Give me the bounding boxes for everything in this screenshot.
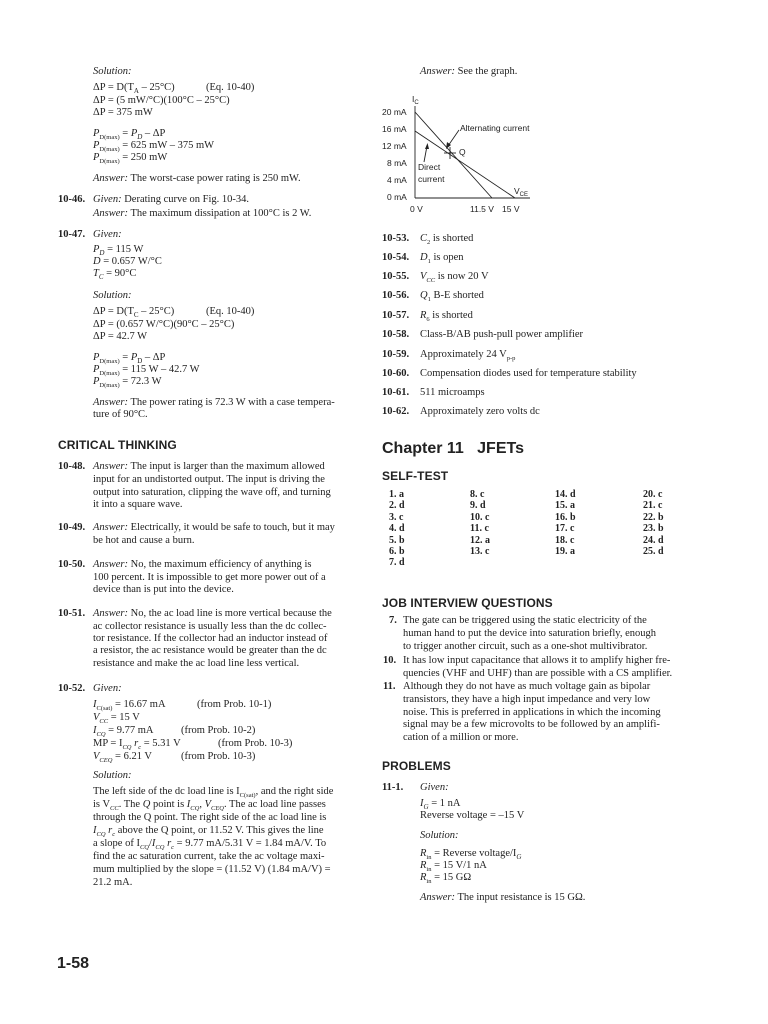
ac-label: Alternating current xyxy=(460,123,530,133)
self-test-answer: 10. c xyxy=(470,511,490,523)
problem-number: 10-57. xyxy=(382,310,410,321)
question-number: 7. xyxy=(389,615,397,626)
dc-label: current xyxy=(418,174,445,184)
problem-number: 10-61. xyxy=(382,387,410,398)
answer-line: input for an undistorted output. The input is driving the xyxy=(93,474,325,485)
answer-line: signal may be a few microvolts to be followed by an amplifi- xyxy=(403,719,660,730)
answer-line: The gate can be triggered using the static electricity of the xyxy=(403,615,647,626)
solution-line: The left side of the dc load line is $I_{C(sat)}$, and the right side xyxy=(93,786,334,800)
answer-line: Answer: No, the maximum efficiency of anything is xyxy=(93,559,312,570)
troubleshooting-answer: $V_{CC}$ is now 20 V xyxy=(420,271,489,285)
solution-line: 21.2 mA. xyxy=(93,877,133,888)
given-label: Given: xyxy=(420,782,449,793)
self-test-answer: 14. d xyxy=(555,489,576,500)
answer-line: device than is put into the device. xyxy=(93,584,234,595)
self-test-answer: 7. d xyxy=(389,557,405,569)
equation-line: $\Delta P = D(T_A - 25^\circ C)$ xyxy=(93,82,175,96)
problem-number: 10-46. xyxy=(58,194,86,205)
self-test-answer: 17. c xyxy=(555,523,575,535)
troubleshooting-answer: $D_1$ is open xyxy=(420,252,464,266)
problem-number: 10-50. xyxy=(58,559,86,570)
self-test-answer: 4. d xyxy=(389,523,405,535)
x-tick: 0 V xyxy=(410,204,423,214)
self-test-answer: 23. b xyxy=(643,523,664,535)
question-number: 10. xyxy=(383,655,397,666)
troubleshooting-answer: $Q_1$ B-E shorted xyxy=(420,290,484,304)
equation-line: $P_{D(max)} = 72.3$ W xyxy=(93,376,162,390)
answer-line: output into saturation, clipping the wave off, and turning xyxy=(93,487,331,498)
equation-line: $\Delta P = D(T_C - 25^\circ C)$ xyxy=(93,306,175,320)
given-line: Reverse voltage = –15 V xyxy=(420,810,525,821)
question-number: 11. xyxy=(383,681,396,692)
solution-line: is $V_{CC}$. The Q point is $I_{CQ}$, $V_{CEQ}$. The ac load line passes xyxy=(93,799,326,813)
answer-line: Answer: The power rating is 72.3 W with a case tempera- xyxy=(93,397,335,408)
solution-label: Solution: xyxy=(420,830,459,841)
answer-line: it into a square wave. xyxy=(93,499,183,510)
troubleshooting-answer: $R_6$ is shorted xyxy=(420,310,473,324)
answer-line: Answer: The input resistance is 15 GΩ. xyxy=(420,892,586,903)
equation-ref: (Eq. 10-40) xyxy=(206,82,255,93)
self-test-answer: 21. c xyxy=(643,500,663,512)
self-test-answer: 20. c xyxy=(643,489,663,500)
self-test-answer: 19. a xyxy=(555,546,575,557)
answer-line: Answer: Electrically, it would be safe to touch, but it may xyxy=(93,522,335,533)
self-test-answer: 9. d xyxy=(470,500,486,512)
given-line: $V_{CEQ} = 6.21$ V xyxy=(93,751,152,765)
self-test-answer: 25. d xyxy=(643,546,664,557)
troubleshooting-answer: Class-B/AB push-pull power amplifier xyxy=(420,329,584,340)
y-tick: 20 mA xyxy=(382,107,407,117)
problem-number: 10-52. xyxy=(58,683,86,694)
given-source: (from Prob. 10-3) xyxy=(181,751,256,762)
answer-line: to trigger another circuit, such as a one-shot multivibrator. xyxy=(403,641,648,652)
troubleshooting-answer: Compensation diodes used for temperature stability xyxy=(420,368,637,379)
ac-arrow xyxy=(448,130,459,146)
page-number: 1-58 xyxy=(57,955,90,972)
answer-line: human hand to put the device into saturation briefly, enough xyxy=(403,628,657,639)
problem-number: 10-54. xyxy=(382,252,410,263)
problem-number: 10-48. xyxy=(58,461,86,472)
given-line: D = 0.657 W/°C xyxy=(93,256,162,267)
self-test-answer: 8. c xyxy=(470,489,485,500)
self-test-answer: 15. a xyxy=(555,500,575,512)
dc-label: Direct xyxy=(418,162,441,172)
answer-line: Answer: The maximum dissipation at 100°C is 2 W. xyxy=(93,208,312,219)
dc-arrowhead xyxy=(425,143,429,149)
x-tick: 15 V xyxy=(502,204,520,214)
answer-line: Answer: See the graph. xyxy=(420,66,518,77)
answer-line: Answer: No, the ac load line is more vertical because the xyxy=(93,608,332,619)
answer-line: transistors, they have a high input impedance and very low xyxy=(403,694,651,705)
given-label: Given: xyxy=(93,229,122,240)
equation-ref: (Eq. 10-40) xyxy=(206,306,255,317)
problem-number: 10-51. xyxy=(58,608,86,619)
given-line: $P_D = 115$ W xyxy=(93,244,144,258)
given-line: Given: Derating curve on Fig. 10-34. xyxy=(93,194,250,205)
solution-label: Solution: xyxy=(93,66,132,77)
self-test-answer: 6. b xyxy=(389,546,405,557)
answer-line: Answer: The input is larger than the maximum allowed xyxy=(93,461,325,472)
y-tick: 16 mA xyxy=(382,124,407,134)
solution-line: $I_{CQ}$ $r_c$ above the Q point, or 11.52 V. This gives the line xyxy=(93,825,324,839)
answer-line: a resistor, the ac resistance would be greater than the dc xyxy=(93,645,327,656)
answer-line: Although they do not have as much voltage gain as bipolar xyxy=(403,681,651,692)
equation-line: $P_{D(max)} = 115$ W – 42.7 W xyxy=(93,364,200,378)
y-tick: 0 mA xyxy=(387,192,407,202)
self-test-answer: 16. b xyxy=(555,511,576,523)
solution-line: through the Q point. The right side of the ac load line is xyxy=(93,812,327,823)
solution-line: find the ac saturation current, take the ac voltage maxi- xyxy=(93,851,325,862)
answer-line: tor resistance. If the collector had an inductor instead of xyxy=(93,633,328,644)
troubleshooting-answer: 511 microamps xyxy=(420,387,485,398)
solution-label: Solution: xyxy=(93,290,132,301)
given-source: (from Prob. 10-3) xyxy=(218,738,293,749)
equation-line: ΔP = (0.657 W/°C)(90°C – 25°C) xyxy=(93,319,235,330)
section-heading: JOB INTERVIEW QUESTIONS xyxy=(382,596,553,610)
answer-line: 100 percent. It is impossible to get more power out of a xyxy=(93,572,326,583)
given-source: (from Prob. 10-2) xyxy=(181,725,256,736)
equation-line: $R_{in} = 15$ V/1 nA xyxy=(420,860,487,874)
equation-line: $R_{in} = 15$ GΩ xyxy=(420,872,472,886)
section-heading: CRITICAL THINKING xyxy=(58,438,177,452)
equation-line: ΔP = 42.7 W xyxy=(93,331,148,342)
problem-number: 10-49. xyxy=(58,522,86,533)
chapter-heading: Chapter 11 JFETs xyxy=(382,440,524,457)
load-line-graph xyxy=(380,88,550,218)
solution-line: mum multiplied by the slope = (11.52 V) (1.84 mA/V) = xyxy=(93,864,331,875)
self-test-answer: 18. c xyxy=(555,534,575,546)
equation-line: $R_{in}$ = Reverse voltage/$I_G$ xyxy=(420,848,522,862)
given-line: $I_{CQ} = 9.77$ mA xyxy=(93,725,154,739)
self-test-answer: 24. d xyxy=(643,534,664,546)
solution-label: Solution: xyxy=(93,770,132,781)
y-tick: 4 mA xyxy=(387,175,407,185)
self-test-answer: 13. c xyxy=(470,546,490,557)
answer-line: cation of a million or more. xyxy=(403,732,519,743)
given-source: (from Prob. 10-1) xyxy=(197,699,272,710)
problem-number: 10-62. xyxy=(382,406,410,417)
troubleshooting-answer: Approximately zero volts dc xyxy=(420,406,540,417)
given-line: $V_{CC} = 15$ V xyxy=(93,712,140,726)
answer-line: resistance and make the ac load line less vertical. xyxy=(93,658,300,669)
self-test-answer: 11. c xyxy=(470,523,489,535)
given-label: Given: xyxy=(93,683,122,694)
answer-line: Answer: The worst-case power rating is 250 mW. xyxy=(93,173,301,184)
problem-number: 10-53. xyxy=(382,233,410,244)
problem-number: 10-60. xyxy=(382,368,410,379)
problem-number: 10-59. xyxy=(382,349,410,360)
answer-line: noise. This is preferred in applications in which the incoming xyxy=(403,707,661,718)
equation-line: ΔP = 375 mW xyxy=(93,107,153,118)
problem-number: 11-1. xyxy=(382,782,404,793)
x-axis-label: $V_{CE}$ xyxy=(514,186,529,198)
x-tick: 11.5 V xyxy=(470,204,494,214)
equation-line: $P_{D(max)} = 625$ mW – 375 mW xyxy=(93,140,215,154)
answer-line: ac collector resistance is usually less than the dc collec- xyxy=(93,621,327,632)
y-tick: 8 mA xyxy=(387,158,407,168)
equation-line: $P_{D(max)} = P_D - \Delta P$ xyxy=(93,128,166,142)
given-line: $I_G = 1$ nA xyxy=(420,798,461,812)
self-test-answer: 2. d xyxy=(389,500,405,512)
given-line: $I_{C(sat)} = 16.67$ mA xyxy=(93,699,166,713)
section-heading: PROBLEMS xyxy=(382,759,451,773)
self-test-answer: 12. a xyxy=(470,534,490,546)
equation-line: $P_{D(max)} = P_D - \Delta P$ xyxy=(93,352,166,366)
given-line: $T_C = 90^\circ C$ xyxy=(93,268,137,282)
equation-line: ΔP = (5 mW/°C)(100°C – 25°C) xyxy=(93,95,230,106)
self-test-answer: 5. b xyxy=(389,534,405,546)
y-axis-label: $I_C$ xyxy=(412,94,419,106)
problem-number: 10-58. xyxy=(382,329,410,340)
answer-line: It has low input capacitance that allows it to amplify higher fre- xyxy=(403,655,671,666)
problem-number: 10-56. xyxy=(382,290,410,301)
problem-number: 10-47. xyxy=(58,229,86,240)
self-test-answer: 3. c xyxy=(389,511,404,523)
y-tick: 12 mA xyxy=(382,141,407,151)
troubleshooting-answer: Approximately 24 $V_{p-p}$ xyxy=(420,349,516,363)
section-heading: SELF-TEST xyxy=(382,469,449,483)
answer-line: be hot and cause a burn. xyxy=(93,535,195,546)
q-label: Q xyxy=(459,147,466,157)
answer-line: ture of 90°C. xyxy=(93,409,148,420)
equation-line: $P_{D(max)} = 250$ mW xyxy=(93,152,168,166)
troubleshooting-answer: $C_2$ is shorted xyxy=(420,233,474,247)
self-test-answer: 22. b xyxy=(643,511,664,523)
answer-line: quencies (VHF and UHF) than are possible with a CS amplifier. xyxy=(403,668,673,679)
given-line: MP = $I_{CQ}$ $r_c = 5.31$ V xyxy=(93,738,181,752)
problem-number: 10-55. xyxy=(382,271,410,282)
self-test-answer: 1. a xyxy=(389,489,404,500)
solution-line: a slope of $I_{CQ}/I_{CQ}$ $r_c = 9.77$ mA/5.31 V = 1.84 mA/V. To xyxy=(93,838,327,852)
